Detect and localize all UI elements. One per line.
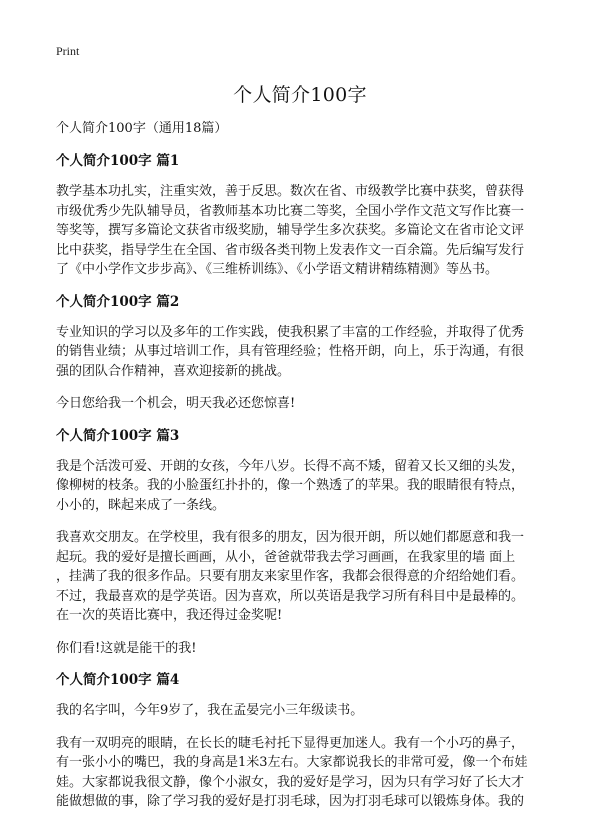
document-title: 个人简介100字 bbox=[233, 84, 367, 106]
paragraph-line: 比中获奖，指导学生在全国、省市级各类刊物上发表作文一百余篇。先后编写发行 bbox=[56, 242, 525, 258]
paragraph-line: 小小的，眯起来成了一条线。 bbox=[56, 497, 226, 513]
paragraph-line: 起玩。我的爱好是擅长画画，从小，爸爸就带我去学习画画，在我家里的墙 面上 bbox=[56, 549, 516, 565]
paragraph-line: 你们看!这就是能干的我! bbox=[56, 640, 197, 656]
print-link[interactable]: Print bbox=[56, 44, 80, 58]
section-heading: 个人简介100字 篇3 bbox=[56, 427, 180, 444]
paragraph-line: 今日您给我一个机会，明天我必还您惊喜! bbox=[56, 396, 296, 411]
section-paragraph bbox=[56, 701, 546, 721]
paragraph-line: 我有一双明亮的眼睛，在长长的睫毛衬托下显得更加迷人。我有一个小巧的鼻子， bbox=[56, 735, 525, 751]
section-heading: 个人简介100字 篇4 bbox=[56, 672, 180, 688]
paragraph-line: 的销售业绩；从事过培训工作，具有管理经验；性格开朗，向上，乐于沟通，有很 bbox=[56, 344, 525, 359]
section-heading: 个人简介100字 篇1 bbox=[56, 153, 180, 169]
section-paragraph bbox=[56, 323, 546, 382]
paragraph-line: 了《中小学作文步步高》、《三维桥训练》、《小学语文精讲精练精测》等丛书。 bbox=[56, 262, 499, 277]
paragraph-line: 像柳树的枝条。我的小脸蛋红扑扑的，像一个熟透了的苹果。我的眼睛很有特点， bbox=[56, 478, 525, 493]
paragraph-line: 教学基本功扎实，注重实效，善于反思。数次在省、市级教学比赛中获奖，曾获得 bbox=[56, 184, 525, 199]
paragraph-line: 在一次的英语比赛中，我还得过金奖呢! bbox=[56, 608, 283, 623]
paragraph-line: 我是个活泼可爱、开朗的女孩，今年八岁。长得不高不矮，留着又长又细的头发， bbox=[56, 458, 525, 474]
paragraph-line: 我喜欢交朋友。在学校里，我有很多的朋友，因为很开朗，所以她们都愿意和我一 bbox=[56, 530, 525, 545]
paragraph-line: 市级优秀少先队辅导员，省教师基本功比赛二等奖，全国小学作文范文写作比赛一 bbox=[56, 203, 525, 219]
paragraph-line: 我的名字叫，今年9岁了，我在孟晏完小三年级读书。 bbox=[56, 703, 364, 718]
section-paragraph bbox=[56, 734, 546, 812]
document-body bbox=[56, 120, 546, 825]
paragraph-line: 专业知识的学习以及多年的工作实践，使我积累了丰富的工作经验，并取得了优秀 bbox=[56, 324, 525, 340]
document-subtitle: 个人简介100字（通用18篇） bbox=[56, 121, 228, 136]
paragraph-line: 不过，我最喜欢的是学英语。因为喜欢，所以英语是我学习所有科目中是最棒的。 bbox=[56, 588, 525, 604]
section-heading: 个人简介100字 篇2 bbox=[56, 293, 180, 310]
paragraph-line: 有一张小小的嘴巴，我的身高是1米3左右。大家都说我长的非常可爱，像一个布娃 bbox=[56, 755, 528, 770]
section-paragraph bbox=[56, 528, 546, 626]
paragraph-line: ，挂满了我的很多作品。只要有朋友来家里作客，我都会很得意的介绍给她们看。 bbox=[56, 569, 525, 584]
section-paragraph bbox=[56, 394, 546, 414]
paragraph-line: 能做想做的事，除了学习我的爱好是打羽毛球，因为打羽毛球可以锻炼身体。我的 bbox=[56, 794, 525, 809]
section-paragraph bbox=[56, 182, 546, 280]
paragraph-line: 娃。大家都说我很文静，像个小淑女，我的爱好是学习，因为只有学习好了长大才 bbox=[56, 774, 525, 790]
paragraph-line: 等奖等，撰写多篇论文获省市级奖励，辅导学生多次获奖。多篇论文在省市论文评 bbox=[56, 223, 525, 238]
section-paragraph bbox=[56, 457, 546, 516]
paragraph-line: 强的团队合作精神，喜欢迎接新的挑战。 bbox=[56, 363, 291, 379]
section-paragraph bbox=[56, 639, 546, 659]
